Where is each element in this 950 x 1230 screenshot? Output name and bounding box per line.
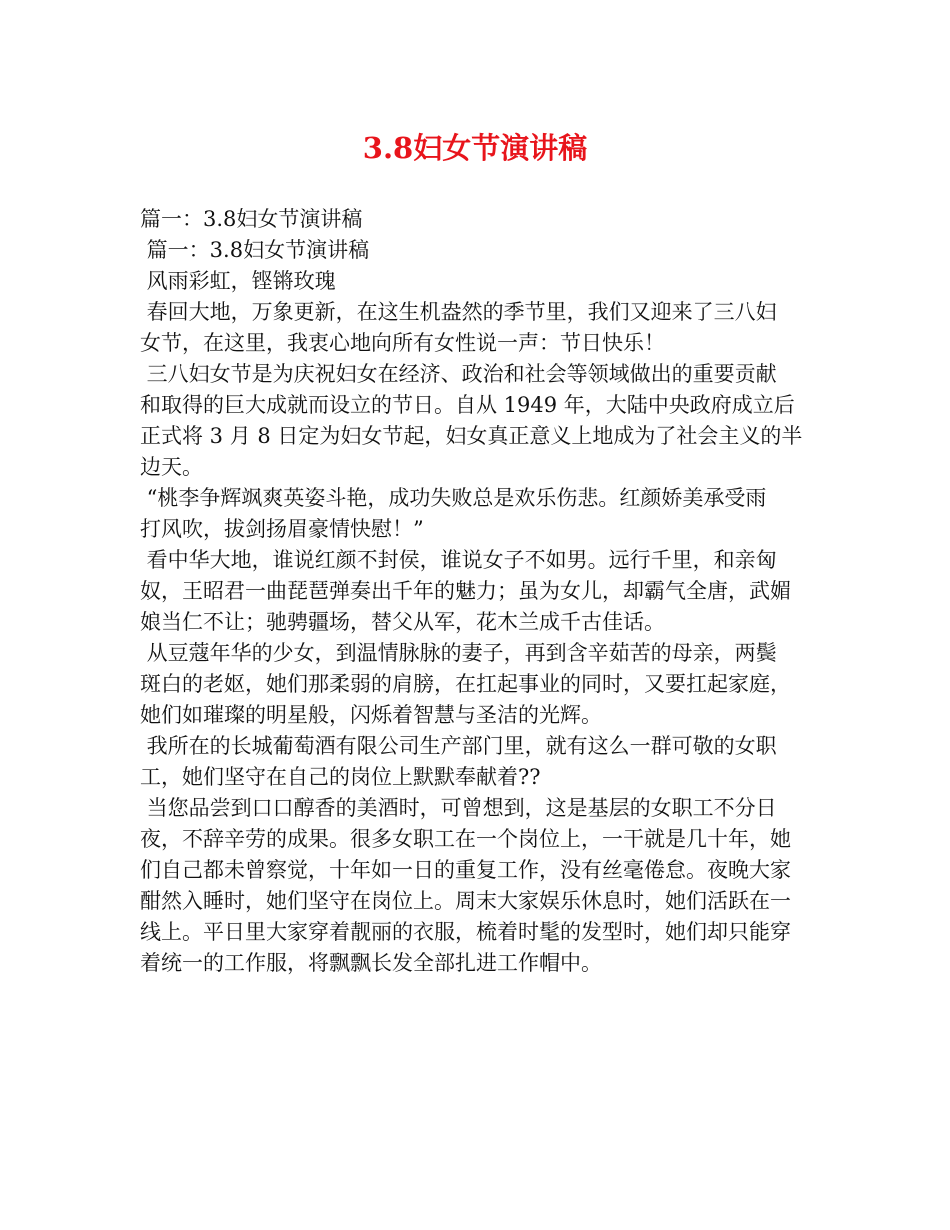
subsection-heading: 篇一：3.8妇女节演讲稿: [140, 238, 370, 262]
document-body: [140, 204, 810, 979]
text-line: 从豆蔻年华的少女，到温情脉脉的妻子，再到含辛茹苦的母亲，两鬓: [140, 641, 777, 665]
text-line: 们自己都未曾察觉，十年如一日的重复工作，没有丝毫倦怠。夜晚大家: [140, 858, 791, 882]
text-line: 我所在的长城葡萄酒有限公司生产部门里，就有这么一群可敬的女职: [140, 734, 777, 758]
text-line: 娘当仁不让；驰骋疆场，替父从军，花木兰成千古佳话。: [140, 610, 665, 634]
text-line: 看中华大地，谁说红颜不封侯，谁说女子不如男。远行千里，和亲匈: [140, 548, 777, 572]
text-line: 春回大地，万象更新，在这生机盎然的季节里，我们又迎来了三八妇: [140, 300, 777, 324]
text-line: 工，她们坚守在自己的岗位上默默奉献着??: [140, 765, 541, 789]
text-line: 酣然入睡时，她们坚守在岗位上。周末大家娱乐休息时，她们活跃在一: [140, 889, 791, 913]
text-line: 斑白的老妪，她们那柔弱的肩膀，在扛起事业的同时，又要扛起家庭，: [140, 672, 791, 696]
text-line: 打风吹，拔剑扬眉豪情快慰！”: [140, 517, 424, 541]
text-line: 她们如璀璨的明星般，闪烁着智慧与圣洁的光辉。: [140, 703, 602, 727]
speech-subtitle: 风雨彩虹，铿锵玫瑰: [140, 269, 336, 293]
text-line: 奴，王昭君一曲琵琶弹奏出千年的魅力；虽为女儿，却霸气全唐，武媚: [140, 579, 791, 603]
text-line: 边天。: [140, 455, 203, 479]
text-line: 女节，在这里，我衷心地向所有女性说一声：节日快乐！: [140, 331, 665, 355]
text-line: “桃李争辉飒爽英姿斗艳，成功失败总是欢乐伤悲。红颜娇美承受雨: [140, 486, 767, 510]
text-line: 着统一的工作服，将飘飘长发全部扎进工作帽中。: [140, 951, 602, 975]
text-line: 线上。平日里大家穿着靓丽的衣服，梳着时髦的发型时，她们却只能穿: [140, 920, 791, 944]
text-line: 三八妇女节是为庆祝妇女在经济、政治和社会等领域做出的重要贡献: [140, 362, 777, 386]
document-title: 3.8妇女节演讲稿: [362, 131, 588, 165]
section-heading: 篇一：3.8妇女节演讲稿: [140, 207, 363, 231]
text-line: 当您品尝到口口醇香的美酒时，可曾想到，这是基层的女职工不分日: [140, 796, 777, 820]
text-line: 和取得的巨大成就而设立的节日。自从 1949 年，大陆中央政府成立后: [140, 393, 795, 417]
text-line: 夜，不辞辛劳的成果。很多女职工在一个岗位上，一干就是几十年，她: [140, 827, 791, 851]
text-line: 正式将 3 月 8 日定为妇女节起，妇女真正意义上地成为了社会主义的半: [140, 424, 803, 448]
